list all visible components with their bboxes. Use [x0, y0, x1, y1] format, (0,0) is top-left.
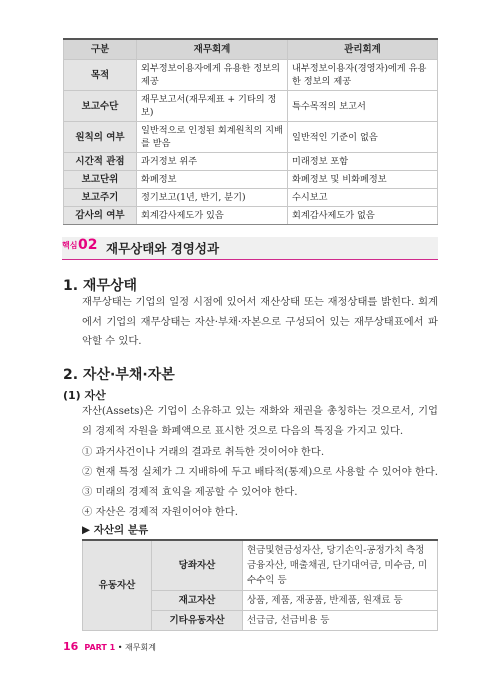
- table-row: [64, 171, 438, 189]
- class-name-inventory: 재고자산: [152, 591, 243, 611]
- financial-cell: 외부정보이용자에게 유용한 정보의 제공: [137, 60, 288, 91]
- asset-feature-4: ④ 자산은 경제적 자원이어야 한다.: [82, 506, 238, 518]
- row-label: 보고주기: [64, 189, 137, 207]
- table-row: [64, 122, 438, 153]
- accounting-comparison-table: [63, 38, 438, 225]
- table-row: [64, 189, 438, 207]
- class-desc-other-current: 선급금, 선급비용 등: [243, 611, 438, 631]
- class-desc-inventory: 상품, 제품, 재공품, 반제품, 원재료 등: [243, 591, 438, 611]
- table-row: [64, 60, 438, 91]
- row-label: 시간적 관점: [64, 153, 137, 171]
- section-number: 02: [78, 237, 98, 253]
- col-header-category: 구분: [64, 39, 137, 60]
- part-label: PART 1: [84, 643, 116, 652]
- table-header-row: [64, 39, 438, 60]
- heading-assets-liabilities-equity: 2. 자산·부채·자본: [63, 367, 175, 383]
- managerial-cell: 회계감사제도가 없음: [288, 207, 438, 225]
- managerial-cell: 수시보고: [288, 189, 438, 207]
- row-label: 원칙의 여부: [64, 122, 137, 153]
- section-tag: 핵심: [62, 241, 78, 250]
- chapter-label: • 재무회계: [117, 643, 156, 652]
- table-row: [83, 540, 438, 591]
- managerial-cell: 내부정보이용자(경영자)에게 유용한 정보의 제공: [288, 60, 438, 91]
- group-current-assets: 유동자산: [83, 540, 152, 631]
- col-header-financial: 재무회계: [137, 39, 288, 60]
- asset-feature-1: ① 과거사건이나 거래의 결과로 취득한 것이어야 한다.: [82, 446, 325, 458]
- asset-feature-2: ② 현재 특정 실체가 그 지배하에 두고 배타적(통제)으로 사용할 수 있어야 한다.: [82, 466, 439, 478]
- table-body: [64, 60, 438, 225]
- page-number: 16: [63, 640, 79, 653]
- table-row: [64, 91, 438, 122]
- heading-assets: (1) 자산: [63, 389, 106, 402]
- row-label: 보고단위: [64, 171, 137, 189]
- asset-feature-3: ③ 미래의 경제적 효익을 제공할 수 있어야 한다.: [82, 486, 298, 498]
- paragraph-assets: 자산(Assets)은 기업이 소유하고 있는 재화와 채권을 총칭하는 것으로서, 기업의 경제적 자원을 화폐액으로 표시한 것으로 다음의 특징을 가지고 있다.: [82, 405, 438, 437]
- page-footer: [63, 640, 156, 653]
- financial-cell: 일반적으로 인정된 회계원칙의 지배를 받음: [137, 122, 288, 153]
- section-title: 재무상태와 경영성과: [106, 241, 220, 256]
- financial-cell: 과거정보 위주: [137, 153, 288, 171]
- heading-asset-classification: ▶ 자산의 분류: [82, 524, 149, 536]
- managerial-cell: 특수목적의 보고서: [288, 91, 438, 122]
- heading-financial-position: 1. 재무상태: [63, 278, 138, 294]
- class-name-quick-assets: 당좌자산: [152, 540, 243, 591]
- row-label: 보고수단: [64, 91, 137, 122]
- col-header-managerial: 관리회계: [288, 39, 438, 60]
- managerial-cell: 일반적인 기준이 없음: [288, 122, 438, 153]
- table-row: [64, 207, 438, 225]
- class-name-other-current: 기타유동자산: [152, 611, 243, 631]
- asset-classification-table: [82, 539, 438, 631]
- row-label: 목적: [64, 60, 137, 91]
- section-banner: [62, 237, 438, 260]
- financial-cell: 정기보고(1년, 반기, 분기): [137, 189, 288, 207]
- paragraph-financial-position: 재무상태는 기업의 일정 시점에 있어서 재산상태 또는 재정상태를 밝힌다. 회계에서 기업의 재무상태는 자산·부채·자본으로 구성되어 있는 재무상태표에서 파악할 수 있다.: [82, 296, 438, 347]
- financial-cell: 회계감사제도가 있음: [137, 207, 288, 225]
- managerial-cell: 화폐정보 및 비화폐정보: [288, 171, 438, 189]
- financial-cell: 화폐정보: [137, 171, 288, 189]
- table-row: [64, 153, 438, 171]
- class-desc-quick-assets: 현금및현금성자산, 당기손익-공정가치 측정 금융자산, 매출채권, 단기대여금, 미수금, 미수수익 등: [243, 540, 438, 591]
- managerial-cell: 미래정보 포함: [288, 153, 438, 171]
- row-label: 감사의 여부: [64, 207, 137, 225]
- financial-cell: 재무보고서(재무제표 + 기타의 정보): [137, 91, 288, 122]
